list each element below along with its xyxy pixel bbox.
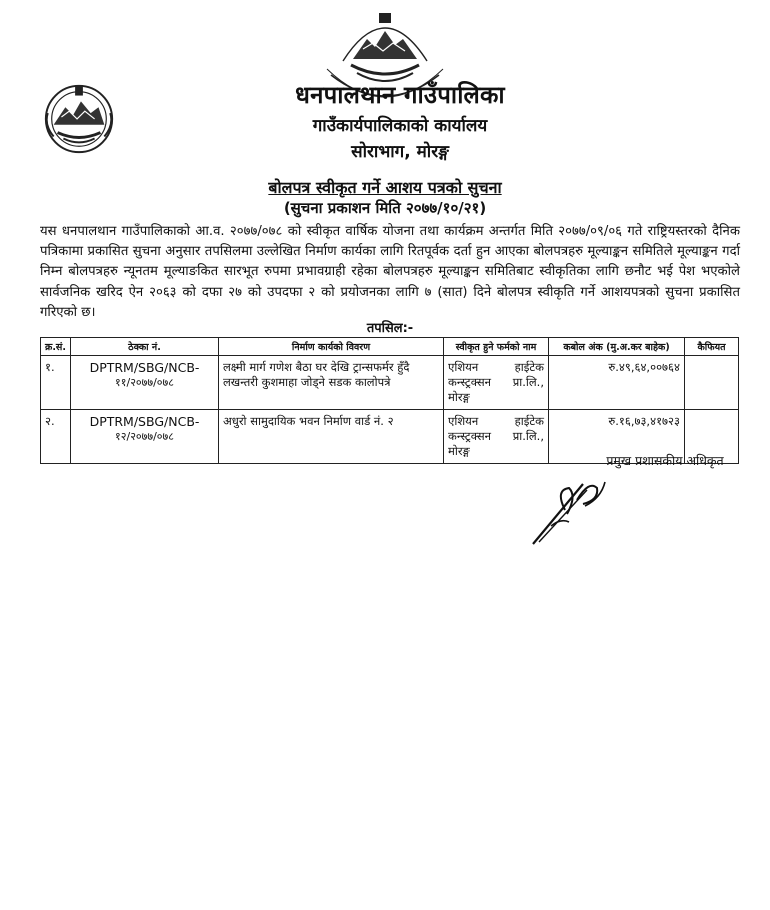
contract-code: DPTRM/SBG/NCB- — [89, 360, 200, 375]
header-firm-name: स्वीकृत हुने फर्मको नाम — [444, 338, 549, 356]
row-serial: २. — [41, 410, 71, 464]
header-work-description: निर्माण कार्यको विवरण — [219, 338, 444, 356]
bid-table — [40, 337, 739, 464]
office-address: सोराभाग, मोरङ्ग — [351, 142, 449, 162]
header-bid-amount: कबोल अंक (मु.अ.कर बाहेक) — [549, 338, 685, 356]
contract-code: DPTRM/SBG/NCB- — [89, 414, 200, 429]
details-heading: तपसिल:- — [366, 321, 414, 336]
header-serial: क्र.सं. — [41, 338, 71, 356]
contract-year: ११/२०७७/०७८ — [115, 376, 174, 389]
row-firm-name: एशियन हाईटेक कन्स्ट्रक्सन प्रा.लि., मोरङ्ग — [444, 356, 549, 410]
row-contract-no — [71, 356, 219, 410]
row-remarks — [685, 356, 739, 410]
row-firm-name: एशियन हाईटेक कन्स्ट्रक्सन प्रा.लि., मोरङ्ग — [444, 410, 549, 464]
row-bid-amount: रु.४९,६४,००७६४ — [549, 356, 685, 410]
row-serial: १. — [41, 356, 71, 410]
signature-icon — [525, 470, 615, 550]
officer-designation: प्रमुख प्रशासकीय अधिकृत — [606, 453, 724, 468]
notice-publish-date: (सुचना प्रकाशन मिति २०७७/१०/२१) — [283, 199, 487, 217]
row-work-description: अधुरो सामुदायिक भवन निर्माण वार्ड नं. २ — [219, 410, 444, 464]
table-row — [41, 356, 739, 410]
notice-body: यस धनपालथान गाउँपालिकाको आ.व. २०७७/०७८ को स्वीकृत वार्षिक योजना तथा कार्यक्रम अन्तर्गत मिति २०७७/०९/०६ गते राष्ट्रियस्तरको दैनिक पत्रिकामा प्रकासित सुचना अनुसार तपसिलमा उल्लेखित निर्माण कार्यका लागि रितपूर्वक दर्ता हुन आएका बोलपत्रहरु मूल्याङ्कन समितिले मूल्याङ्कन गर्दा निम्न बोलपत्रहरु न्यूनतम मूल्याङकित सारभूत रुपमा प्रभावग्राही रहेका बोलपत्रहरु मूल्याङ्कन समितिबाट स्वीकृतिका लागि छनौट भई पेश भएकोले सार्वजनिक खरिद ऐन २०६३ को दफा २७ को उपदफा २ को प्रयोजनका लागि ७ (सात) दिने बोलपत्र स्वीकृति गर्ने आशयपत्रको सुचना प्रकासित गरिएको छ। — [40, 224, 740, 320]
municipality-name: धनपालथान गाउँपालिका — [295, 81, 505, 109]
contract-year: १२/२०७७/०७८ — [115, 430, 174, 443]
row-work-description: लक्ष्मी मार्ग गणेश बैठा घर देखि ट्रान्सफर्मर हुँदै लखन्तरी कुशमाहा जोड्ने सडक कालोपत्रे — [219, 356, 444, 410]
row-contract-no — [71, 410, 219, 464]
table-header-row — [41, 338, 739, 356]
header-contract-no: ठेक्का नं. — [71, 338, 219, 356]
header-remarks: कैफियत — [685, 338, 739, 356]
office-name: गाउँकार्यपालिकाको कार्यालय — [312, 116, 488, 136]
nepal-emblem-icon — [40, 78, 118, 156]
row-bid-amount: रु.१६,७३,४१७२३ — [549, 410, 685, 464]
notice-title: बोलपत्र स्वीकृत गर्ने आशय पत्रको सुचना — [268, 178, 502, 197]
